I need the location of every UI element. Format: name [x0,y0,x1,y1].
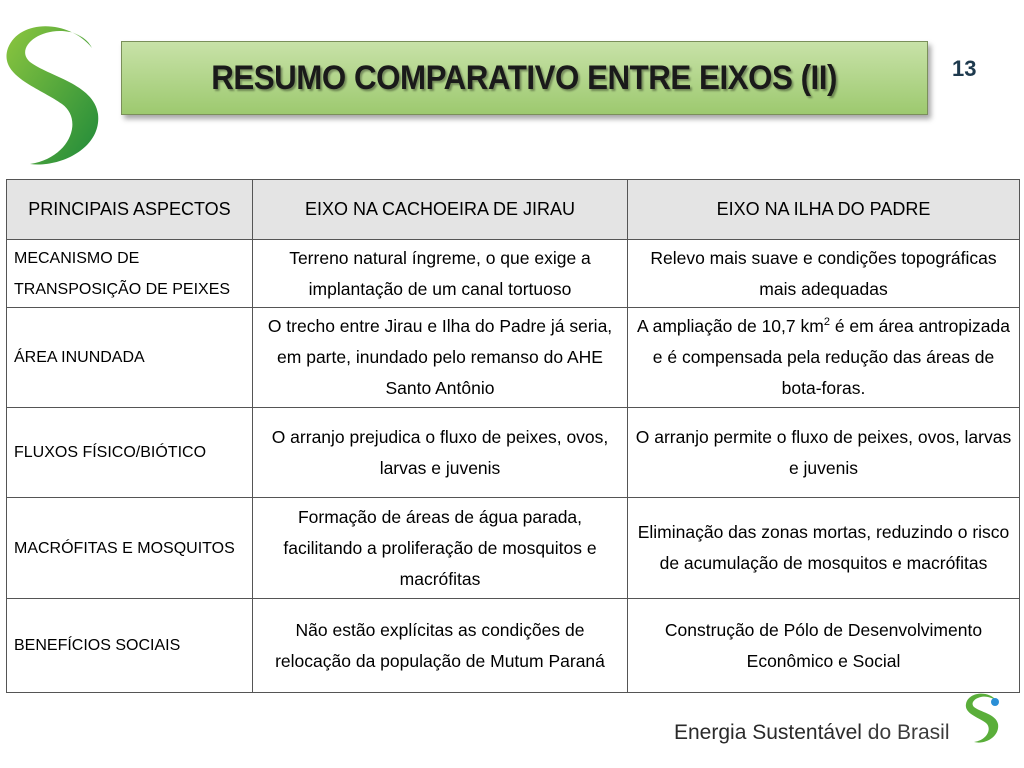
row-aspect: MECANISMO DE TRANSPOSIÇÃO DE PEIXES [7,240,253,308]
green-s-logo-icon [962,692,1002,744]
row-jirau: Formação de áreas de água parada, facilitando a proliferação de mosquitos e macrófitas [253,498,628,599]
s-logo-icon [0,18,110,168]
row-jirau: Terreno natural íngreme, o que exige a implantação de um canal tortuoso [253,240,628,308]
row-padre: Eliminação das zonas mortas, reduzindo o risco de acumulação de mosquitos e macrófitas [628,498,1020,599]
row-padre: Construção de Pólo de Desenvolvimento Econômico e Social [628,599,1020,693]
header-aspects: PRINCIPAIS ASPECTOS [7,180,253,240]
footer-brand [674,721,950,745]
padre-text-after: é em área antropizada e é compensada pela redução das áreas de bota-foras. [652,316,1010,398]
header-padre: EIXO NA ILHA DO PADRE [628,180,1020,240]
table-row [7,308,1020,408]
table-row [7,498,1020,599]
page-number: 13 [952,56,977,81]
comparison-table [6,179,1020,693]
superscript-2: 2 [823,316,830,329]
row-jirau: O trecho entre Jirau e Ilha do Padre já seria, em parte, inundado pelo remanso do AHE Santo Antônio [253,308,628,408]
brand-main: Energia Sustentável [674,721,862,744]
row-aspect: MACRÓFITAS E MOSQUITOS [7,498,253,599]
table-row [7,408,1020,498]
table-header-row [7,180,1020,240]
row-jirau: Não estão explícitas as condições de relocação da população de Mutum Paraná [253,599,628,693]
row-padre [628,308,1020,408]
row-aspect: BENEFÍCIOS SOCIAIS [7,599,253,693]
brand-suffix: do Brasil [861,721,950,744]
title-banner [121,41,928,115]
table-row [7,599,1020,693]
row-padre: O arranjo permite o fluxo de peixes, ovos, larvas e juvenis [628,408,1020,498]
table-row [7,240,1020,308]
row-padre: Relevo mais suave e condições topográficas mais adequadas [628,240,1020,308]
row-aspect: FLUXOS FÍSICO/BIÓTICO [7,408,253,498]
row-aspect: ÁREA INUNDADA [7,308,253,408]
slide-title: RESUMO COMPARATIVO ENTRE EIXOS (II) [211,58,838,97]
header-jirau: EIXO NA CACHOEIRA DE JIRAU [253,180,628,240]
row-jirau: O arranjo prejudica o fluxo de peixes, ovos, larvas e juvenis [253,408,628,498]
padre-text-before: A ampliação de 10,7 km [637,316,824,336]
